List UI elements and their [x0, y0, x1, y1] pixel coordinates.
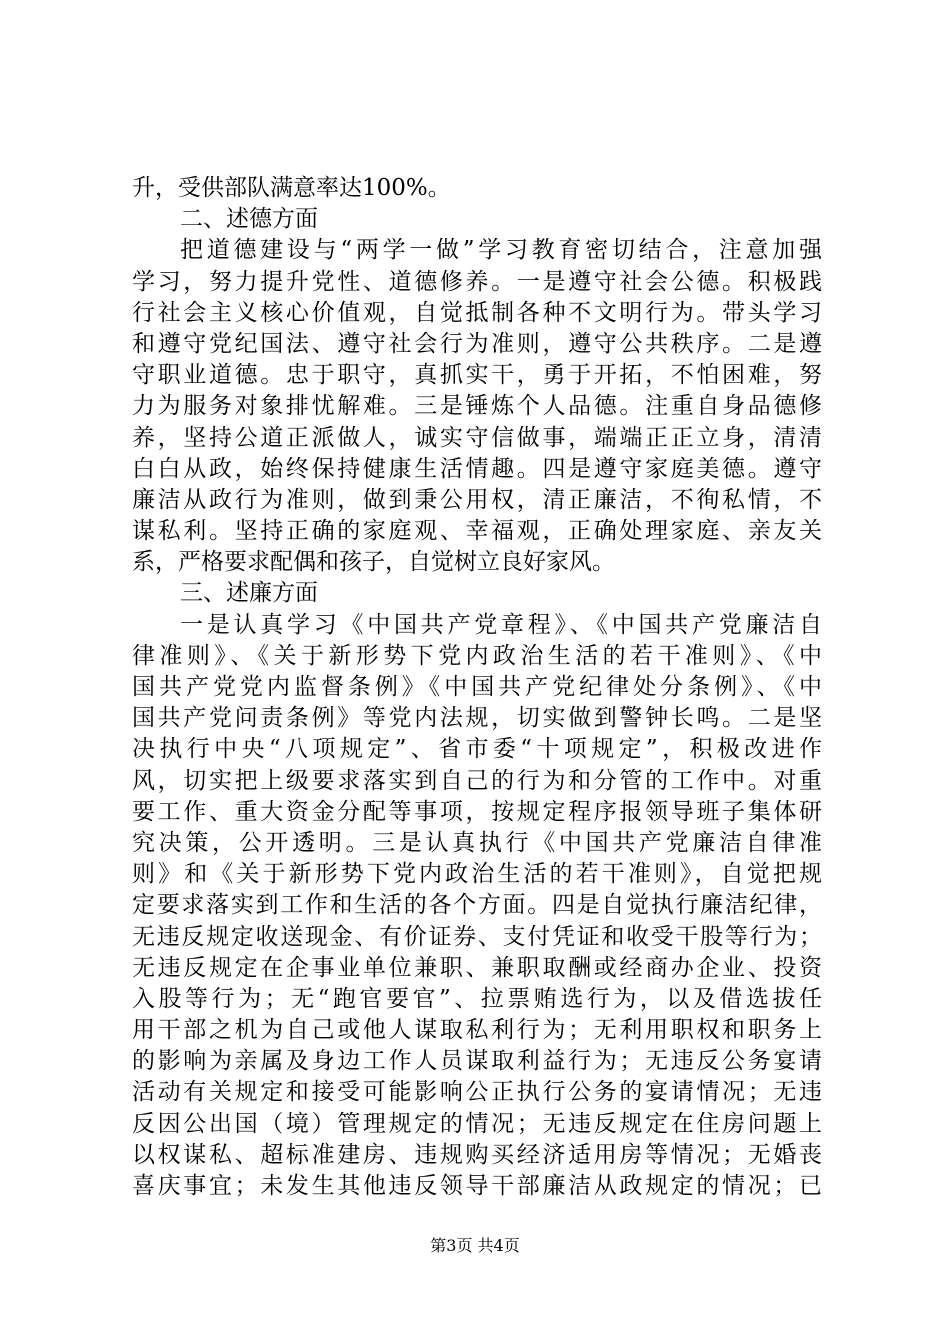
text-line: 无违反规定在企事业单位兼职、兼职取酬或经商办企业、投资: [132, 954, 822, 981]
text-line: 入股等行为；无“跑官要官”、拉票贿选行为，以及借选拔任: [132, 985, 822, 1012]
page-footer: 第3页 共4页: [430, 1236, 520, 1255]
document-body: [132, 173, 822, 1202]
text-line: 养，坚持公道正派做人，诚实守信做事，端端正正立身，清清: [132, 424, 822, 451]
text-line: 升，受供部队满意率达100%。: [132, 175, 451, 201]
text-line: 无违反规定收送现金、有价证券、支付凭证和收受干股等行为；: [132, 923, 822, 950]
text-line: 守职业道德。忠于职守，真抓实干，勇于开拓，不怕困难，努: [132, 362, 822, 389]
text-line: 以权谋私、超标准建房、违规购买经济适用房等情况；无婚丧: [132, 1141, 822, 1168]
text-line: 系，严格要求配偶和孩子，自觉树立良好家风。: [132, 549, 615, 576]
text-line: 谋私利。坚持正确的家庭观、幸福观，正确处理家庭、亲友关: [132, 518, 822, 545]
text-line: 律准则》、《关于新形势下党内政治生活的若干准则》、《中: [132, 642, 822, 669]
section-heading: 三、述廉方面: [180, 580, 318, 607]
text-line: 用干部之机为自己或他人谋取私利行为；无利用职权和职务上: [132, 1017, 822, 1044]
text-line: 定要求落实到工作和生活的各个方面。四是自觉执行廉洁纪律，: [132, 892, 822, 919]
text-line: 行社会主义核心价值观，自觉抵制各种不文明行为。带头学习: [132, 299, 822, 326]
text-line: 国共产党党内监督条例》《中国共产党纪律处分条例》、《中: [132, 674, 822, 700]
text-line: 和遵守党纪国法、遵守社会行为准则，遵守公共秩序。二是遵: [132, 330, 822, 357]
text-line: 究决策，公开透明。三是认真执行《中国共产党廉洁自律准: [132, 829, 822, 856]
text-line: 力为服务对象排忧解难。三是锤炼个人品德。注重自身品德修: [132, 393, 822, 420]
text-line: 反因公出国（境）管理规定的情况；无违反规定在住房问题上: [132, 1110, 822, 1137]
text-line: 廉洁从政行为准则，做到秉公用权，清正廉洁，不徇私情，不: [132, 486, 822, 513]
text-line: 把道德建设与“两学一做”学习教育密切结合，注意加强: [180, 237, 822, 264]
text-line: 要工作、重大资金分配等事项，按规定程序报领导班子集体研: [132, 798, 822, 825]
text-line: 则》和《关于新形势下党内政治生活的若干准则》，自觉把规: [132, 861, 822, 888]
text-line: 风，切实把上级要求落实到自己的行为和分管的工作中。对重: [132, 767, 822, 794]
text-line: 学习，努力提升党性、道德修养。一是遵守社会公德。积极践: [132, 268, 822, 295]
text-line: 活动有关规定和接受可能影响公正执行公务的宴请情况；无违: [132, 1079, 822, 1106]
text-line: 喜庆事宜；未发生其他违反领导干部廉洁从政规定的情况；已: [132, 1173, 822, 1199]
text-line: 一是认真学习《中国共产党章程》、《中国共产党廉洁自: [180, 611, 822, 638]
text-line: 国共产党问责条例》等党内法规，切实做到警钟长鸣。二是坚: [132, 705, 822, 732]
text-line: 决执行中央“八项规定”、省市委“十项规定”，积极改进作: [132, 736, 822, 763]
text-line: 白白从政，始终保持健康生活情趣。四是遵守家庭美德。遵守: [132, 455, 822, 482]
section-heading: 二、述德方面: [180, 206, 318, 233]
text-line: 的影响为亲属及身边工作人员谋取利益行为；无违反公务宴请: [132, 1048, 822, 1075]
